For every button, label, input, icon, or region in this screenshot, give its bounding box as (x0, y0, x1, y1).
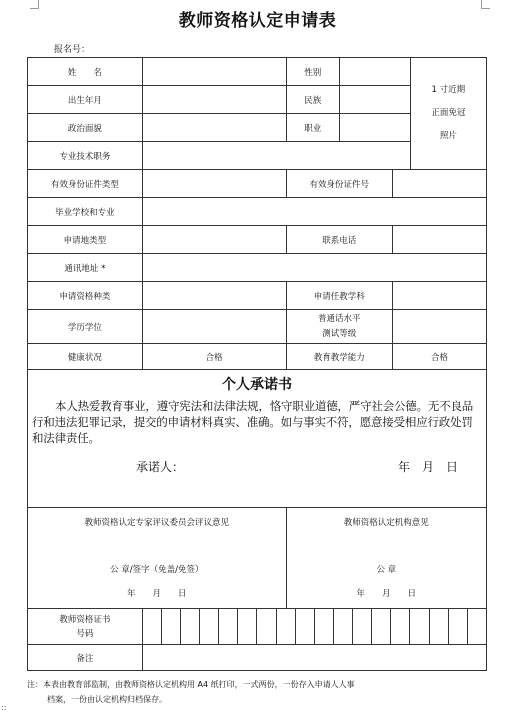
cert-digit-box[interactable] (353, 609, 372, 644)
page-title: 教师资格认定申请表 (178, 11, 337, 31)
footnote (27, 677, 487, 707)
pledge-date: 年 月 日 (398, 460, 459, 474)
cert-digit-box[interactable] (372, 609, 391, 644)
address-value[interactable] (142, 254, 486, 282)
cert-digit-box[interactable] (219, 609, 238, 644)
teaching-ability-label: 教育教学能力 (286, 344, 392, 370)
cert-digit-box[interactable] (162, 609, 181, 644)
teaching-ability-value[interactable]: 合格 (392, 344, 486, 370)
id-type-label: 有效身份证件类型 (28, 170, 143, 198)
expert-committee-stamp-label: 公 章/签字（免盖/免签） (110, 565, 204, 575)
name-value[interactable] (142, 58, 286, 86)
school-major-label: 毕业学校和专业 (28, 198, 143, 226)
health-label: 健康状况 (28, 344, 143, 370)
health-value[interactable]: 合格 (142, 344, 286, 370)
phone-value[interactable] (392, 226, 486, 254)
gender-value[interactable] (339, 58, 410, 86)
tech-title-value[interactable] (142, 142, 410, 170)
id-type-value[interactable] (142, 170, 286, 198)
mandarin-level-label (286, 310, 392, 344)
id-number-label: 有效身份证件号 (286, 170, 392, 198)
education-value[interactable] (142, 310, 286, 344)
cert-digit-box[interactable] (200, 609, 219, 644)
authority-opinion-box[interactable] (286, 508, 486, 609)
ethnicity-value[interactable] (339, 86, 410, 114)
footnote-line-1: 注：本表由教育部监制，由教师资格认定机构用 A4 纸打印，一式两份，一份存入申请人人事 (27, 680, 355, 689)
cert-digit-box[interactable] (410, 609, 429, 644)
cert-digit-box[interactable] (238, 609, 257, 644)
cert-digit-box[interactable] (468, 609, 486, 644)
pledge-signer-label: 承诺人： (136, 460, 185, 474)
subject-value[interactable] (392, 282, 486, 310)
cert-digit-box[interactable] (315, 609, 334, 644)
apply-location-type-value[interactable] (142, 226, 286, 254)
pledge-title: 个人承诺书 (222, 377, 292, 393)
cert-number-label (28, 609, 143, 645)
remark-value[interactable] (142, 645, 486, 671)
pledge-signature-row (28, 446, 486, 486)
authority-date: 年 月 日 (356, 589, 417, 599)
tech-title-label: 专业技术职务 (28, 142, 143, 170)
expert-committee-opinion-title: 教师资格认定专家评议委员会评议意见 (84, 518, 230, 528)
expert-committee-opinion-box[interactable] (28, 508, 287, 609)
politics-value[interactable] (142, 114, 286, 142)
occupation-value[interactable] (339, 114, 410, 142)
mandarin-level-label-line-1: 普通话水平 (318, 313, 361, 324)
address-label: 通讯地址 * (28, 254, 143, 282)
occupation-label: 职业 (286, 114, 339, 142)
cert-digit-box[interactable] (143, 609, 162, 644)
photo-line-2: 正面免冠 (431, 108, 466, 118)
cert-type-label: 申请资格种类 (28, 282, 143, 310)
cert-number-boxes (142, 609, 486, 645)
paragraph-mark: :: (1, 703, 7, 712)
name-label: 姓 名 (28, 58, 143, 86)
cert-digit-box[interactable] (296, 609, 315, 644)
school-major-value[interactable] (142, 198, 486, 226)
phone-label: 联系电话 (286, 226, 392, 254)
ethnicity-label: 民族 (286, 86, 339, 114)
education-label: 学历学位 (28, 310, 143, 344)
politics-label: 政治面貌 (28, 114, 143, 142)
photo-line-3: 照片 (439, 131, 457, 141)
cert-digit-box[interactable] (334, 609, 353, 644)
cert-digit-box[interactable] (430, 609, 449, 644)
cert-number-digit-row (143, 609, 486, 644)
authority-stamp-label: 公 章 (376, 565, 397, 575)
cert-digit-box[interactable] (449, 609, 468, 644)
cert-digit-box[interactable] (391, 609, 410, 644)
application-form-table (27, 57, 487, 671)
cert-digit-box[interactable] (257, 609, 276, 644)
expert-committee-date: 年 月 日 (127, 589, 187, 599)
gender-label: 性别 (286, 58, 339, 86)
cert-type-value[interactable] (142, 282, 286, 310)
photo-line-1: 1 寸近期 (431, 85, 466, 95)
cert-number-label-line-2: 号码 (76, 628, 94, 639)
cert-digit-box[interactable] (181, 609, 200, 644)
birth-value[interactable] (142, 86, 286, 114)
id-number-value[interactable] (392, 170, 486, 198)
subject-label: 申请任教学科 (286, 282, 392, 310)
registration-number-label: 报名号： (54, 45, 91, 55)
birth-label: 出生年月 (28, 86, 143, 114)
footnote-line-2: 档案，一份由认定机构归档保存。 (47, 695, 167, 704)
remark-label: 备注 (28, 645, 143, 671)
authority-opinion-title: 教师资格认定机构意见 (343, 518, 429, 528)
mandarin-level-label-line-2: 测试等级 (322, 328, 357, 339)
cert-digit-box[interactable] (277, 609, 296, 644)
pledge-body: 本人热爱教育事业，遵守宪法和法律法规，恪守职业道德，严守社会公德。无不良品行和违法犯罪记录，提交的申请材料真实、准确。如与事实不符，愿意接受相应行政处罚和法律责任。 (32, 399, 474, 445)
cert-number-label-line-1: 教师资格证书 (59, 614, 111, 625)
mandarin-level-value[interactable] (392, 310, 486, 344)
pledge-section (28, 370, 487, 508)
photo-box[interactable] (410, 58, 486, 170)
apply-location-type-label: 申请地类型 (28, 226, 143, 254)
